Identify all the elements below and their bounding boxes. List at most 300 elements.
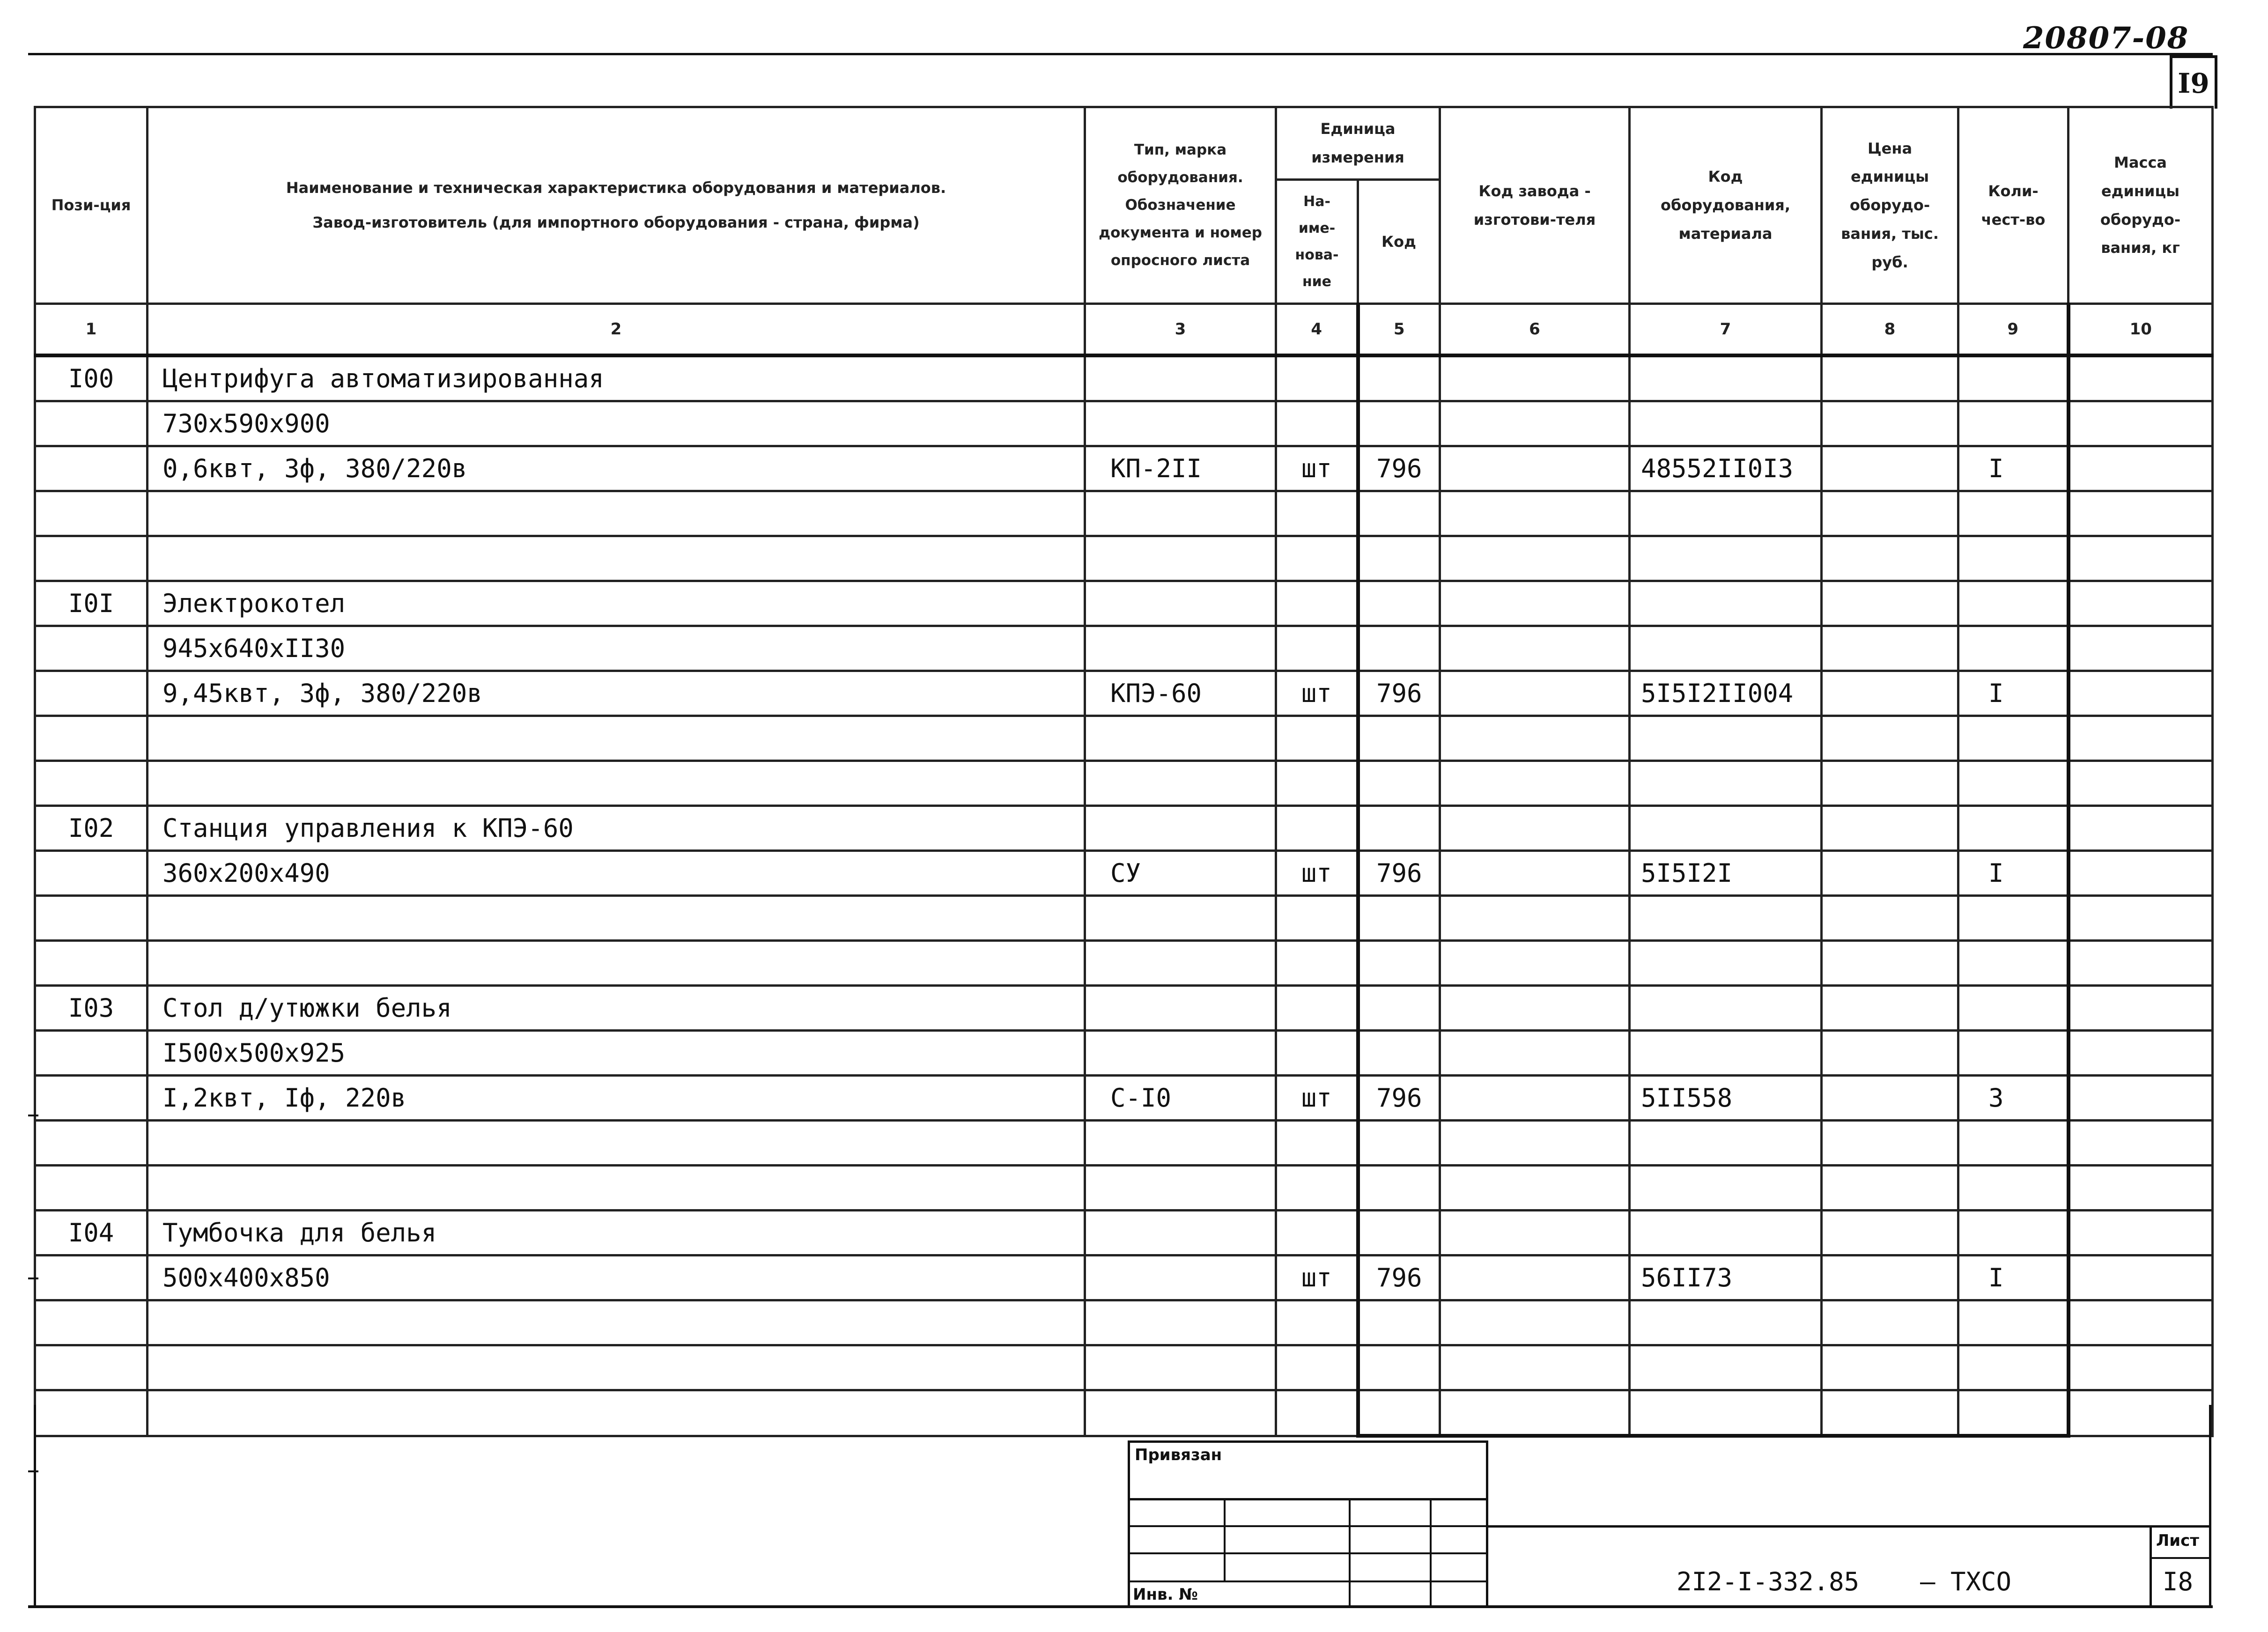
row-quantity — [1958, 581, 2069, 626]
row-equipment-code: 56II73 — [1630, 1255, 1822, 1300]
row-unit-code: 796 — [1358, 851, 1440, 896]
column-number: 9 — [1958, 304, 2069, 356]
row-type — [1085, 536, 1276, 581]
row-plant-code — [1440, 986, 1630, 1031]
row-mass — [2069, 581, 2213, 626]
column-number: 7 — [1630, 304, 1822, 356]
row-type — [1085, 761, 1276, 806]
row-unit-name — [1276, 806, 1358, 851]
row-quantity — [1958, 401, 2069, 446]
row-name — [148, 761, 1085, 806]
row-quantity — [1958, 941, 2069, 986]
row-price — [1822, 1255, 1958, 1300]
row-equipment-code — [1630, 1390, 1822, 1436]
column-number: 3 — [1085, 304, 1276, 356]
row-position — [35, 1031, 148, 1076]
row-unit-name: шт — [1276, 671, 1358, 716]
stamp-line — [1130, 1580, 1488, 1582]
row-quantity — [1958, 1390, 2069, 1436]
row-unit-code — [1358, 1390, 1440, 1436]
row-mass — [2069, 355, 2213, 401]
sheet-top-number: I9 — [2170, 55, 2217, 109]
row-unit-name — [1276, 1345, 1358, 1390]
row-name — [148, 716, 1085, 761]
row-unit-code — [1358, 1031, 1440, 1076]
row-mass — [2069, 896, 2213, 941]
row-name: Центрифуга автоматизированная — [148, 355, 1085, 401]
col-header-unit-code: Код — [1358, 180, 1440, 304]
row-position — [35, 536, 148, 581]
row-type: СУ — [1085, 851, 1276, 896]
row-price — [1822, 1076, 1958, 1121]
row-mass — [2069, 941, 2213, 986]
row-type — [1085, 491, 1276, 536]
row-quantity: I — [1958, 851, 2069, 896]
table-row — [35, 851, 2213, 896]
row-equipment-code — [1630, 896, 1822, 941]
row-quantity — [1958, 1345, 2069, 1390]
row-type — [1085, 1121, 1276, 1166]
row-price — [1822, 581, 1958, 626]
row-mass — [2069, 1031, 2213, 1076]
row-name — [148, 536, 1085, 581]
row-plant-code — [1440, 1076, 1630, 1121]
table-row — [35, 1076, 2213, 1121]
row-mass — [2069, 491, 2213, 536]
row-quantity: I — [1958, 671, 2069, 716]
row-quantity — [1958, 806, 2069, 851]
margin-tick — [28, 1115, 38, 1116]
row-type — [1085, 1166, 1276, 1211]
row-price — [1822, 896, 1958, 941]
row-unit-name — [1276, 536, 1358, 581]
row-unit-code — [1358, 1345, 1440, 1390]
row-unit-name: шт — [1276, 1076, 1358, 1121]
row-unit-code — [1358, 761, 1440, 806]
row-type: КП-2II — [1085, 446, 1276, 491]
row-type — [1085, 896, 1276, 941]
col-header-price: Цена единицы оборудо-вания, тыс. руб. — [1822, 107, 1958, 304]
row-price — [1822, 1300, 1958, 1345]
row-name: 360x200x490 — [148, 851, 1085, 896]
row-unit-name — [1276, 1300, 1358, 1345]
row-type — [1085, 941, 1276, 986]
col-header-plant-code: Код завода - изготови-теля — [1440, 107, 1630, 304]
row-equipment-code — [1630, 401, 1822, 446]
row-plant-code — [1440, 1031, 1630, 1076]
row-price — [1822, 1031, 1958, 1076]
row-name: Электрокотел — [148, 581, 1085, 626]
table-row — [35, 1345, 2213, 1390]
column-number: 10 — [2069, 304, 2213, 356]
row-equipment-code: 5I5I2II004 — [1630, 671, 1822, 716]
stamp-line — [1130, 1498, 1488, 1500]
row-price — [1822, 1345, 1958, 1390]
row-position — [35, 1255, 148, 1300]
row-equipment-code — [1630, 1166, 1822, 1211]
stamp-divider — [1224, 1498, 1226, 1580]
table-row — [35, 1255, 2213, 1300]
row-equipment-code — [1630, 716, 1822, 761]
row-unit-code: 796 — [1358, 446, 1440, 491]
row-price — [1822, 401, 1958, 446]
table-row — [35, 355, 2213, 401]
row-name: Станция управления к КПЭ-60 — [148, 806, 1085, 851]
row-position — [35, 401, 148, 446]
row-equipment-code — [1630, 1211, 1822, 1255]
row-name: Тумбочка для белья — [148, 1211, 1085, 1255]
row-price — [1822, 671, 1958, 716]
row-type — [1085, 1211, 1276, 1255]
row-mass — [2069, 671, 2213, 716]
row-plant-code — [1440, 491, 1630, 536]
row-position — [35, 941, 148, 986]
row-equipment-code — [1630, 941, 1822, 986]
row-plant-code — [1440, 851, 1630, 896]
row-type — [1085, 581, 1276, 626]
row-unit-code — [1358, 806, 1440, 851]
row-quantity — [1958, 491, 2069, 536]
row-quantity — [1958, 536, 2069, 581]
row-name — [148, 1166, 1085, 1211]
row-position — [35, 761, 148, 806]
row-mass — [2069, 626, 2213, 671]
col-header-unit: Единица измерения — [1276, 107, 1440, 180]
row-equipment-code — [1630, 1031, 1822, 1076]
row-unit-code — [1358, 491, 1440, 536]
row-unit-name — [1276, 581, 1358, 626]
row-mass — [2069, 1166, 2213, 1211]
row-type — [1085, 1031, 1276, 1076]
row-unit-code: 796 — [1358, 1255, 1440, 1300]
row-price — [1822, 806, 1958, 851]
table-row — [35, 491, 2213, 536]
col-header-equipment-code: Код оборудования, материала — [1630, 107, 1822, 304]
row-price — [1822, 355, 1958, 401]
row-equipment-code — [1630, 806, 1822, 851]
row-position: I02 — [35, 806, 148, 851]
row-position — [35, 1166, 148, 1211]
table-row — [35, 446, 2213, 491]
row-mass — [2069, 1076, 2213, 1121]
row-type — [1085, 1390, 1276, 1436]
row-mass — [2069, 1300, 2213, 1345]
title-block-top — [1488, 1525, 2211, 1528]
row-plant-code — [1440, 761, 1630, 806]
row-type — [1085, 986, 1276, 1031]
row-type: С-I0 — [1085, 1076, 1276, 1121]
row-quantity: I — [1958, 1255, 2069, 1300]
row-name: 500x400x850 — [148, 1255, 1085, 1300]
row-price — [1822, 1121, 1958, 1166]
row-mass — [2069, 401, 2213, 446]
row-plant-code — [1440, 1121, 1630, 1166]
row-equipment-code — [1630, 355, 1822, 401]
row-plant-code — [1440, 671, 1630, 716]
row-price — [1822, 1390, 1958, 1436]
row-price — [1822, 536, 1958, 581]
specification-table — [34, 106, 2214, 1438]
row-equipment-code — [1630, 581, 1822, 626]
row-unit-code — [1358, 1300, 1440, 1345]
row-unit-name — [1276, 761, 1358, 806]
row-unit-code — [1358, 716, 1440, 761]
stamp-divider — [1430, 1498, 1432, 1608]
row-position: I04 — [35, 1211, 148, 1255]
row-unit-name — [1276, 941, 1358, 986]
table-row — [35, 1121, 2213, 1166]
row-position: I03 — [35, 986, 148, 1031]
table-row — [35, 1166, 2213, 1211]
stamp-divider — [1349, 1498, 1351, 1608]
table-row — [35, 896, 2213, 941]
margin-tick — [28, 1470, 38, 1472]
attached-label: Привязан — [1135, 1446, 1222, 1464]
row-name — [148, 491, 1085, 536]
row-equipment-code — [1630, 1300, 1822, 1345]
row-plant-code — [1440, 1390, 1630, 1436]
row-name — [148, 1345, 1085, 1390]
table-row — [35, 1211, 2213, 1255]
row-unit-code: 796 — [1358, 671, 1440, 716]
row-position — [35, 1345, 148, 1390]
row-quantity — [1958, 626, 2069, 671]
attachment-stamp — [1128, 1440, 1488, 1605]
top-rule — [28, 53, 2213, 55]
row-name — [148, 896, 1085, 941]
row-plant-code — [1440, 536, 1630, 581]
row-unit-name — [1276, 716, 1358, 761]
row-equipment-code — [1630, 491, 1822, 536]
row-unit-code: 796 — [1358, 1076, 1440, 1121]
row-quantity — [1958, 1121, 2069, 1166]
table-row — [35, 1390, 2213, 1436]
row-type — [1085, 1255, 1276, 1300]
row-price — [1822, 1166, 1958, 1211]
row-unit-name: шт — [1276, 1255, 1358, 1300]
row-name: 0,6квт, 3ф, 380/220в — [148, 446, 1085, 491]
row-unit-name — [1276, 1211, 1358, 1255]
row-name: I500x500x925 — [148, 1031, 1085, 1076]
row-equipment-code — [1630, 761, 1822, 806]
row-name: 9,45квт, 3ф, 380/220в — [148, 671, 1085, 716]
row-plant-code — [1440, 401, 1630, 446]
row-plant-code — [1440, 1166, 1630, 1211]
row-position — [35, 626, 148, 671]
row-quantity — [1958, 1211, 2069, 1255]
row-equipment-code — [1630, 1345, 1822, 1390]
row-plant-code — [1440, 446, 1630, 491]
row-type — [1085, 806, 1276, 851]
row-position — [35, 491, 148, 536]
row-mass — [2069, 1390, 2213, 1436]
sheet-label: Лист — [2156, 1531, 2199, 1550]
column-number: 6 — [1440, 304, 1630, 356]
row-quantity — [1958, 355, 2069, 401]
row-unit-code — [1358, 1211, 1440, 1255]
table-row — [35, 1031, 2213, 1076]
row-unit-code — [1358, 581, 1440, 626]
row-position — [35, 1300, 148, 1345]
row-type — [1085, 1300, 1276, 1345]
row-equipment-code — [1630, 536, 1822, 581]
row-position — [35, 671, 148, 716]
row-unit-name — [1276, 1166, 1358, 1211]
row-unit-code — [1358, 401, 1440, 446]
row-type — [1085, 355, 1276, 401]
row-price — [1822, 491, 1958, 536]
row-price — [1822, 716, 1958, 761]
row-plant-code — [1440, 941, 1630, 986]
row-quantity — [1958, 761, 2069, 806]
col-header-name — [148, 107, 1085, 304]
row-name: Стол д/утюжки белья — [148, 986, 1085, 1031]
row-price — [1822, 851, 1958, 896]
row-unit-name — [1276, 401, 1358, 446]
row-quantity: I — [1958, 446, 2069, 491]
document-code: 2I2-I-332.85 — [1677, 1567, 1860, 1596]
row-unit-code — [1358, 1166, 1440, 1211]
row-plant-code — [1440, 1345, 1630, 1390]
row-name: I,2квт, Iф, 220в — [148, 1076, 1085, 1121]
frame-left — [34, 1405, 36, 1606]
table-row — [35, 626, 2213, 671]
row-unit-code — [1358, 986, 1440, 1031]
row-equipment-code: 5II558 — [1630, 1076, 1822, 1121]
row-mass — [2069, 1121, 2213, 1166]
row-position — [35, 851, 148, 896]
bottom-rule — [28, 1605, 2213, 1608]
row-mass — [2069, 1345, 2213, 1390]
row-plant-code — [1440, 626, 1630, 671]
row-position — [35, 1076, 148, 1121]
row-quantity — [1958, 1300, 2069, 1345]
handwritten-number: 20807-08 — [2023, 21, 2189, 56]
row-quantity: 3 — [1958, 1076, 2069, 1121]
row-position — [35, 446, 148, 491]
row-equipment-code — [1630, 986, 1822, 1031]
row-unit-name — [1276, 986, 1358, 1031]
margin-tick — [28, 1278, 38, 1279]
row-name: 945x640xII30 — [148, 626, 1085, 671]
sheet-cell-left — [2150, 1525, 2152, 1606]
row-type — [1085, 626, 1276, 671]
row-unit-name: шт — [1276, 446, 1358, 491]
table-row — [35, 761, 2213, 806]
row-quantity — [1958, 986, 2069, 1031]
table-row — [35, 716, 2213, 761]
row-mass — [2069, 986, 2213, 1031]
row-plant-code — [1440, 896, 1630, 941]
table-row — [35, 671, 2213, 716]
row-type — [1085, 716, 1276, 761]
row-mass — [2069, 761, 2213, 806]
row-mass — [2069, 716, 2213, 761]
row-position — [35, 896, 148, 941]
sheet-number: I8 — [2163, 1567, 2194, 1596]
row-plant-code — [1440, 1300, 1630, 1345]
row-unit-name — [1276, 626, 1358, 671]
row-type — [1085, 401, 1276, 446]
table-row — [35, 986, 2213, 1031]
row-unit-name: шт — [1276, 851, 1358, 896]
row-price — [1822, 761, 1958, 806]
row-equipment-code — [1630, 626, 1822, 671]
row-price — [1822, 626, 1958, 671]
row-equipment-code — [1630, 1121, 1822, 1166]
stamp-line — [1130, 1525, 1488, 1527]
col-header-quantity: Коли-чест-во — [1958, 107, 2069, 304]
table-row — [35, 1300, 2213, 1345]
row-quantity — [1958, 896, 2069, 941]
column-number: 4 — [1276, 304, 1358, 356]
row-equipment-code: 5I5I2I — [1630, 851, 1822, 896]
row-quantity — [1958, 1166, 2069, 1211]
column-number: 2 — [148, 304, 1085, 356]
row-name: 730x590x900 — [148, 401, 1085, 446]
table-row — [35, 941, 2213, 986]
row-mass — [2069, 446, 2213, 491]
row-name — [148, 941, 1085, 986]
row-mass — [2069, 536, 2213, 581]
row-quantity — [1958, 716, 2069, 761]
col-header-unit-name: На-име-нова-ние — [1276, 180, 1358, 304]
row-mass — [2069, 1211, 2213, 1255]
row-position: I0I — [35, 581, 148, 626]
frame-right — [2209, 1405, 2211, 1606]
row-unit-code — [1358, 355, 1440, 401]
col-header-mass: Масса единицы оборудо-вания, кг — [2069, 107, 2213, 304]
row-mass — [2069, 851, 2213, 896]
row-unit-name — [1276, 1390, 1358, 1436]
table-row — [35, 401, 2213, 446]
table-row — [35, 536, 2213, 581]
row-unit-name — [1276, 491, 1358, 536]
row-mass — [2069, 1255, 2213, 1300]
row-plant-code — [1440, 355, 1630, 401]
row-unit-name — [1276, 1031, 1358, 1076]
row-unit-code — [1358, 626, 1440, 671]
row-position — [35, 716, 148, 761]
column-number: 5 — [1358, 304, 1440, 356]
row-type: КПЭ-60 — [1085, 671, 1276, 716]
column-number: 1 — [35, 304, 148, 356]
col-header-name-line2: Завод-изготовитель (для импортного оборудования - страна, фирма) — [312, 213, 920, 231]
row-position — [35, 1121, 148, 1166]
table-row — [35, 581, 2213, 626]
row-unit-code — [1358, 896, 1440, 941]
row-plant-code — [1440, 716, 1630, 761]
table-row — [35, 806, 2213, 851]
row-position — [35, 1390, 148, 1436]
col-header-name-line1: Наименование и техническая характеристика оборудования и материалов. — [286, 178, 946, 197]
row-plant-code — [1440, 1211, 1630, 1255]
column-number: 8 — [1822, 304, 1958, 356]
row-type — [1085, 1345, 1276, 1390]
row-quantity — [1958, 1031, 2069, 1076]
row-equipment-code: 48552II0I3 — [1630, 446, 1822, 491]
inventory-number-label: Инв. № — [1133, 1585, 1198, 1604]
row-name — [148, 1121, 1085, 1166]
stamp-line — [1130, 1552, 1488, 1554]
col-header-type: Тип, марка оборудования. Обозначение документа и номер опросного листа — [1085, 107, 1276, 304]
row-unit-code — [1358, 1121, 1440, 1166]
row-plant-code — [1440, 806, 1630, 851]
row-price — [1822, 1211, 1958, 1255]
row-price — [1822, 941, 1958, 986]
row-unit-name — [1276, 355, 1358, 401]
row-position: I00 — [35, 355, 148, 401]
